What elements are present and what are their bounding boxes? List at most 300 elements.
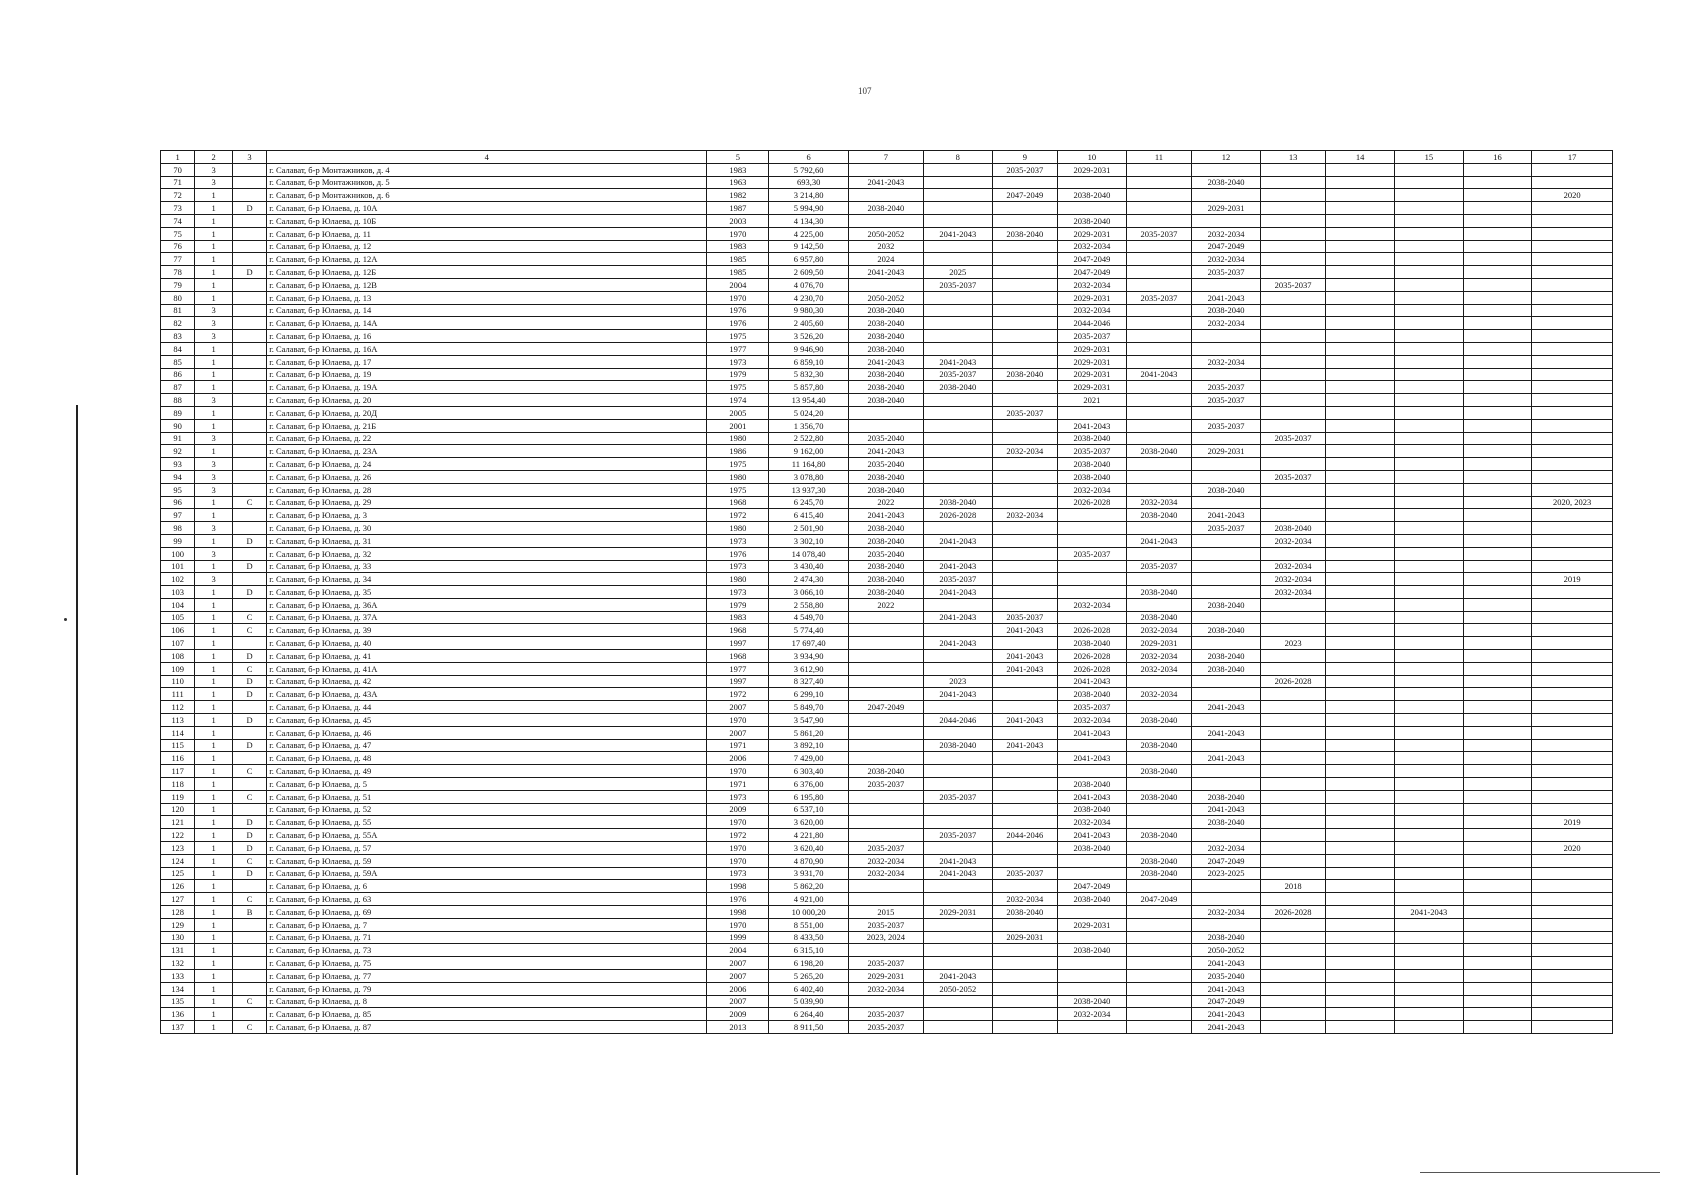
table-cell [1395, 1008, 1464, 1021]
table-cell [1395, 189, 1464, 202]
column-header: 14 [1326, 151, 1395, 164]
table-cell: 2029-2031 [1058, 163, 1127, 176]
table-row [161, 214, 1613, 227]
table-cell [848, 214, 923, 227]
table-cell [992, 470, 1057, 483]
table-cell: 2041-2043 [1192, 509, 1261, 522]
table-cell [1058, 509, 1127, 522]
table-cell: 87 [161, 381, 195, 394]
table-cell [1532, 458, 1613, 471]
table-cell: 3 [195, 432, 233, 445]
table-cell: 2029-2031 [1058, 381, 1127, 394]
table-cell: 2020, 2023 [1532, 496, 1613, 509]
table-row [161, 790, 1613, 803]
table-cell [992, 842, 1057, 855]
table-cell: 2035-2037 [1260, 470, 1325, 483]
table-cell [1532, 406, 1613, 419]
table-cell [1463, 522, 1532, 535]
table-cell [1532, 586, 1613, 599]
table-cell: 2038-2040 [1126, 445, 1191, 458]
table-cell [1326, 778, 1395, 791]
table-cell: 2032-2034 [848, 854, 923, 867]
table-cell [1463, 458, 1532, 471]
table-cell: 2013 [707, 1021, 769, 1034]
table-cell: 2038-2040 [1192, 624, 1261, 637]
table-cell: 125 [161, 867, 195, 880]
table-cell [1260, 1008, 1325, 1021]
address-cell: г. Салават, б-р Юлаева, д. 37А [267, 611, 707, 624]
table-cell [992, 202, 1057, 215]
table-cell: 3 934,90 [769, 650, 848, 663]
table-cell: 2038-2040 [1058, 688, 1127, 701]
table-cell [1463, 432, 1532, 445]
table-cell: 2038-2040 [848, 381, 923, 394]
table-cell [992, 432, 1057, 445]
table-cell [1532, 598, 1613, 611]
table-cell [1463, 445, 1532, 458]
address-cell: г. Салават, б-р Юлаева, д. 39 [267, 624, 707, 637]
table-cell: C [232, 790, 266, 803]
address-cell: г. Салават, б-р Юлаева, д. 69 [267, 906, 707, 919]
table-cell: 1980 [707, 573, 769, 586]
table-cell [992, 176, 1057, 189]
table-cell: 2007 [707, 726, 769, 739]
table-cell: 2 405,60 [769, 317, 848, 330]
table-cell [1463, 573, 1532, 586]
table-cell: 132 [161, 957, 195, 970]
table-cell [923, 330, 992, 343]
table-cell: 6 537,10 [769, 803, 848, 816]
table-cell: 1 [195, 1008, 233, 1021]
table-cell [232, 1008, 266, 1021]
table-cell: 3 214,80 [769, 189, 848, 202]
table-cell [1260, 483, 1325, 496]
table-cell [1126, 995, 1191, 1008]
table-cell [1326, 995, 1395, 1008]
table-cell: 5 861,20 [769, 726, 848, 739]
table-cell: 4 221,80 [769, 829, 848, 842]
table-cell: 1 [195, 202, 233, 215]
table-cell [992, 278, 1057, 291]
table-cell: D [232, 202, 266, 215]
table-cell: 1 [195, 1021, 233, 1034]
table-cell [848, 675, 923, 688]
table-cell: 2019 [1532, 816, 1613, 829]
table-cell [1326, 611, 1395, 624]
table-cell [232, 547, 266, 560]
table-row [161, 560, 1613, 573]
table-cell [1326, 1008, 1395, 1021]
table-cell: 2041-2043 [1126, 534, 1191, 547]
table-cell [1532, 880, 1613, 893]
table-cell: 2041-2043 [848, 509, 923, 522]
table-cell: 2032 [848, 240, 923, 253]
table-cell: 2041-2043 [848, 176, 923, 189]
table-cell [1260, 752, 1325, 765]
table-cell: 2047-2049 [992, 189, 1057, 202]
address-cell: г. Салават, б-р Юлаева, д. 17 [267, 355, 707, 368]
table-cell [1395, 611, 1464, 624]
table-cell [1532, 675, 1613, 688]
table-cell [1395, 304, 1464, 317]
table-cell [1395, 739, 1464, 752]
table-cell [232, 944, 266, 957]
table-cell [1395, 662, 1464, 675]
table-cell: 2035-2037 [1126, 227, 1191, 240]
table-cell [1326, 918, 1395, 931]
table-cell: 9 162,00 [769, 445, 848, 458]
table-cell [923, 598, 992, 611]
column-header: 6 [769, 151, 848, 164]
table-cell [232, 330, 266, 343]
table-cell [848, 278, 923, 291]
table-cell [1260, 381, 1325, 394]
address-cell: г. Салават, б-р Юлаева, д. 87 [267, 1021, 707, 1034]
table-cell [1326, 534, 1395, 547]
table-cell: 89 [161, 406, 195, 419]
table-cell [1463, 995, 1532, 1008]
table-cell [1395, 445, 1464, 458]
table-cell: 1 [195, 790, 233, 803]
table-cell [1463, 906, 1532, 919]
table-cell: 2041-2043 [992, 739, 1057, 752]
table-cell: 2032-2034 [992, 509, 1057, 522]
table-cell [923, 214, 992, 227]
table-cell [1532, 278, 1613, 291]
table-cell: 2041-2043 [1192, 726, 1261, 739]
table-cell: 95 [161, 483, 195, 496]
table-cell: 2038-2040 [1126, 867, 1191, 880]
table-cell [1192, 918, 1261, 931]
table-cell [992, 547, 1057, 560]
table-cell [1260, 842, 1325, 855]
table-cell: 1 [195, 611, 233, 624]
table-cell [992, 726, 1057, 739]
table-cell: 1 [195, 931, 233, 944]
table-cell [1532, 944, 1613, 957]
table-cell [1463, 650, 1532, 663]
table-cell: 1973 [707, 586, 769, 599]
table-cell [1532, 931, 1613, 944]
table-cell [1126, 189, 1191, 202]
table-cell: 2038-2040 [1126, 714, 1191, 727]
table-cell [1126, 598, 1191, 611]
table-cell [1463, 867, 1532, 880]
table-cell [1532, 266, 1613, 279]
table-cell [1260, 790, 1325, 803]
table-cell: 2038-2040 [848, 470, 923, 483]
table-cell [1326, 522, 1395, 535]
table-cell: 2041-2043 [1192, 982, 1261, 995]
table-cell: 84 [161, 342, 195, 355]
table-cell: 2029-2031 [923, 906, 992, 919]
table-cell: 2044-2046 [992, 829, 1057, 842]
table-cell: 2001 [707, 419, 769, 432]
scan-footer-line [1420, 1172, 1660, 1173]
table-cell [1260, 650, 1325, 663]
table-cell [1326, 432, 1395, 445]
table-cell: 2038-2040 [1192, 931, 1261, 944]
table-cell: 2035-2040 [848, 458, 923, 471]
table-cell [1395, 624, 1464, 637]
table-cell [1192, 406, 1261, 419]
table-cell [1395, 368, 1464, 381]
table-cell: D [232, 560, 266, 573]
table-cell: 2023 [1260, 637, 1325, 650]
table-cell [1395, 483, 1464, 496]
table-cell [232, 752, 266, 765]
table-cell [923, 176, 992, 189]
table-cell: 2029-2031 [1058, 342, 1127, 355]
table-cell: 128 [161, 906, 195, 919]
table-cell [1126, 214, 1191, 227]
table-cell [1395, 496, 1464, 509]
table-cell: 105 [161, 611, 195, 624]
table-cell: 2038-2040 [1192, 662, 1261, 675]
address-cell: г. Салават, б-р Юлаева, д. 42 [267, 675, 707, 688]
table-cell [923, 317, 992, 330]
table-row [161, 240, 1613, 253]
table-cell [1463, 176, 1532, 189]
table-cell [1463, 278, 1532, 291]
table-cell [992, 355, 1057, 368]
table-cell [923, 483, 992, 496]
table-cell [1395, 227, 1464, 240]
address-cell: г. Салават, б-р Монтажников, д. 4 [267, 163, 707, 176]
table-cell [1532, 381, 1613, 394]
table-cell: 2035-2037 [848, 918, 923, 931]
table-cell [1326, 394, 1395, 407]
table-cell: 96 [161, 496, 195, 509]
table-cell: 2038-2040 [1126, 790, 1191, 803]
table-cell: 9 980,30 [769, 304, 848, 317]
table-cell: 1973 [707, 355, 769, 368]
table-cell [1395, 982, 1464, 995]
table-cell: 2029-2031 [1058, 291, 1127, 304]
table-cell [1192, 675, 1261, 688]
table-cell: 2050-2052 [1192, 944, 1261, 957]
table-cell: 81 [161, 304, 195, 317]
table-cell [992, 560, 1057, 573]
table-cell: 1 [195, 995, 233, 1008]
table-cell [1126, 944, 1191, 957]
table-cell: 2004 [707, 278, 769, 291]
table-cell [1395, 534, 1464, 547]
table-cell: 6 303,40 [769, 765, 848, 778]
table-cell [1326, 970, 1395, 983]
table-cell [992, 982, 1057, 995]
table-row [161, 650, 1613, 663]
table-cell [1326, 650, 1395, 663]
table-cell: 2026-2028 [1058, 662, 1127, 675]
table-cell [848, 650, 923, 663]
table-cell: 98 [161, 522, 195, 535]
table-cell: D [232, 867, 266, 880]
table-cell: 3 [195, 573, 233, 586]
table-cell: 2003 [707, 214, 769, 227]
table-cell [923, 803, 992, 816]
table-cell: C [232, 496, 266, 509]
table-cell: 2038-2040 [992, 368, 1057, 381]
table-cell [1532, 701, 1613, 714]
table-cell [923, 291, 992, 304]
table-cell [1395, 432, 1464, 445]
table-cell [1326, 893, 1395, 906]
table-row [161, 202, 1613, 215]
table-cell [1532, 304, 1613, 317]
table-cell [1260, 368, 1325, 381]
table-cell [1532, 726, 1613, 739]
table-cell [1126, 381, 1191, 394]
table-cell: 2044-2046 [923, 714, 992, 727]
table-cell [1395, 714, 1464, 727]
table-cell [1532, 163, 1613, 176]
address-cell: г. Салават, б-р Юлаева, д. 22 [267, 432, 707, 445]
table-cell: 1 [195, 342, 233, 355]
table-cell [1192, 534, 1261, 547]
table-cell [923, 624, 992, 637]
table-cell: 2005 [707, 406, 769, 419]
table-cell: 1970 [707, 854, 769, 867]
table-cell: 2035-2037 [848, 1008, 923, 1021]
table-cell [1260, 662, 1325, 675]
table-cell [848, 790, 923, 803]
table-cell: 1985 [707, 253, 769, 266]
table-cell: 1 [195, 496, 233, 509]
table-cell [1532, 253, 1613, 266]
table-cell: 6 376,00 [769, 778, 848, 791]
page-number: 107 [858, 86, 872, 96]
table-row [161, 342, 1613, 355]
table-cell [1058, 906, 1127, 919]
table-cell [1192, 342, 1261, 355]
table-cell: 4 076,70 [769, 278, 848, 291]
table-cell: 72 [161, 189, 195, 202]
table-body [161, 163, 1613, 1033]
table-cell: C [232, 995, 266, 1008]
table-cell [1260, 918, 1325, 931]
table-cell: 2038-2040 [848, 368, 923, 381]
table-cell: 2038-2040 [1058, 778, 1127, 791]
table-cell [232, 214, 266, 227]
table-cell [1126, 278, 1191, 291]
table-cell: 4 921,00 [769, 893, 848, 906]
table-cell: 97 [161, 509, 195, 522]
table-cell [1326, 714, 1395, 727]
table-cell [992, 240, 1057, 253]
table-cell [1326, 573, 1395, 586]
table-cell: 2041-2043 [1058, 726, 1127, 739]
table-cell: 2035-2037 [992, 611, 1057, 624]
table-cell [848, 688, 923, 701]
table-cell: 3 078,80 [769, 470, 848, 483]
table-cell [1532, 829, 1613, 842]
table-cell [1395, 880, 1464, 893]
table-cell [923, 342, 992, 355]
table-cell [1326, 368, 1395, 381]
table-cell [1260, 458, 1325, 471]
table-cell [232, 342, 266, 355]
table-cell: 2041-2043 [923, 854, 992, 867]
table-row [161, 598, 1613, 611]
table-cell [1260, 803, 1325, 816]
table-cell: 2038-2040 [1126, 611, 1191, 624]
table-cell [1532, 906, 1613, 919]
table-row [161, 867, 1613, 880]
table-cell: 2009 [707, 803, 769, 816]
table-cell [1126, 355, 1191, 368]
table-cell: 3 526,20 [769, 330, 848, 343]
table-cell [1395, 778, 1464, 791]
table-cell: D [232, 650, 266, 663]
table-cell: 2038-2040 [1058, 944, 1127, 957]
table-cell: 2041-2043 [923, 560, 992, 573]
table-cell [1126, 970, 1191, 983]
table-cell: 2038-2040 [923, 496, 992, 509]
table-cell [1532, 483, 1613, 496]
table-cell: 1 [195, 906, 233, 919]
table-cell [1126, 982, 1191, 995]
table-cell: 2 609,50 [769, 266, 848, 279]
table-cell: 5 792,60 [769, 163, 848, 176]
table-cell [1395, 957, 1464, 970]
table-cell: 1963 [707, 176, 769, 189]
table-cell: 13 937,30 [769, 483, 848, 496]
table-cell: 122 [161, 829, 195, 842]
table-cell: 1 [195, 752, 233, 765]
table-cell [1532, 1021, 1613, 1034]
table-row [161, 189, 1613, 202]
table-cell: C [232, 662, 266, 675]
table-cell [923, 189, 992, 202]
table-cell [1463, 726, 1532, 739]
table-cell: 1970 [707, 765, 769, 778]
table-cell [232, 317, 266, 330]
table-cell [1463, 253, 1532, 266]
table-cell: 4 134,30 [769, 214, 848, 227]
table-cell [1463, 982, 1532, 995]
table-cell [1192, 637, 1261, 650]
table-cell [923, 240, 992, 253]
table-row [161, 995, 1613, 1008]
table-cell: 1 [195, 445, 233, 458]
table-cell: 82 [161, 317, 195, 330]
address-cell: г. Салават, б-р Юлаева, д. 12 [267, 240, 707, 253]
table-cell [1260, 419, 1325, 432]
table-cell [923, 752, 992, 765]
table-cell: 2032-2034 [1058, 483, 1127, 496]
table-cell [232, 803, 266, 816]
table-cell [1126, 547, 1191, 560]
table-cell: 2007 [707, 957, 769, 970]
table-cell [1326, 842, 1395, 855]
table-cell [1395, 163, 1464, 176]
table-cell [992, 880, 1057, 893]
table-cell [232, 291, 266, 304]
table-cell [1326, 701, 1395, 714]
table-cell: 2041-2043 [923, 970, 992, 983]
table-cell: 2032-2034 [1126, 650, 1191, 663]
table-cell: 2035-2037 [1058, 330, 1127, 343]
table-cell: 103 [161, 586, 195, 599]
table-cell [923, 1008, 992, 1021]
table-cell: D [232, 688, 266, 701]
table-cell: D [232, 534, 266, 547]
table-cell [1326, 1021, 1395, 1034]
table-cell: 3 302,10 [769, 534, 848, 547]
table-cell [1463, 1008, 1532, 1021]
address-cell: г. Салават, б-р Юлаева, д. 30 [267, 522, 707, 535]
